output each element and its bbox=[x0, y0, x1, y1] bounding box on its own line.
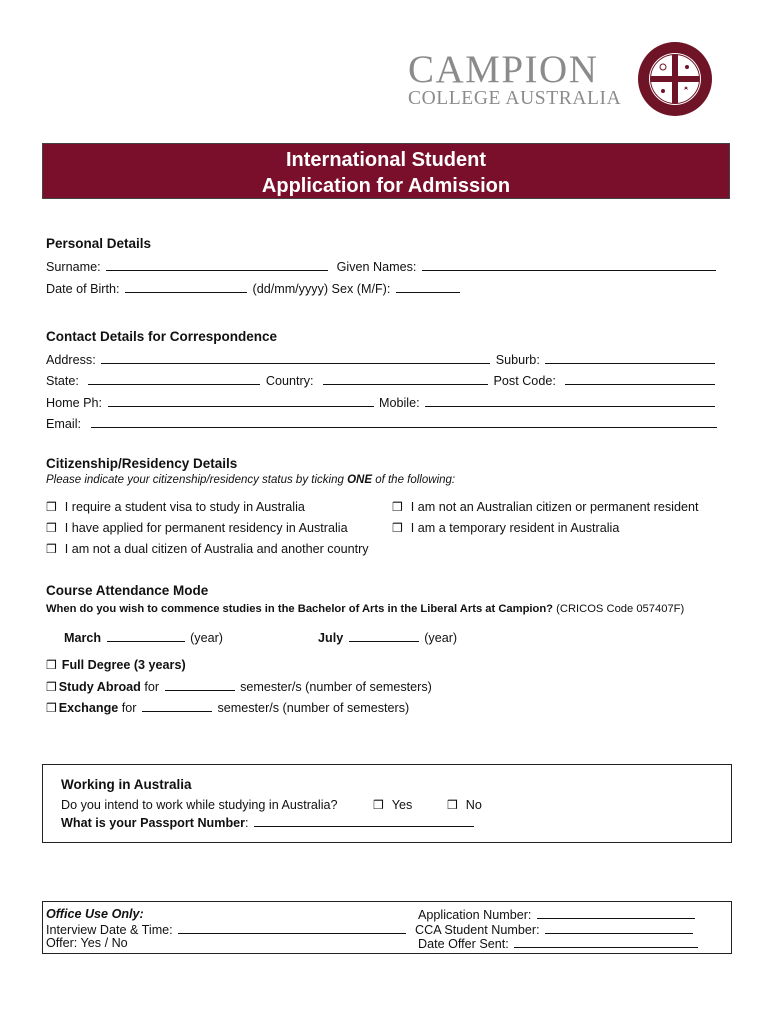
checkbox-icon[interactable]: ❒ bbox=[392, 500, 403, 514]
work-no-option[interactable] bbox=[447, 798, 482, 812]
full-degree-label: Full Degree (3 years) bbox=[61, 658, 186, 672]
checkbox-icon[interactable]: ❒ bbox=[46, 658, 57, 672]
instruction-emphasis: ONE bbox=[347, 474, 372, 486]
july-year-label: (year) bbox=[424, 631, 458, 645]
citizenship-option-3[interactable] bbox=[46, 521, 348, 535]
surname-label: Surname: bbox=[46, 260, 101, 274]
citizenship-heading: Citizenship/Residency Details bbox=[46, 456, 238, 471]
checkbox-icon[interactable]: ❒ bbox=[46, 500, 57, 514]
july-year-field[interactable] bbox=[349, 630, 419, 642]
date-offer-field[interactable] bbox=[514, 936, 698, 948]
surname-field[interactable] bbox=[106, 259, 328, 271]
yes-label: Yes bbox=[391, 798, 413, 812]
march-year-field[interactable] bbox=[107, 630, 185, 642]
suburb-field[interactable] bbox=[545, 352, 715, 364]
option-label: I am a temporary resident in Australia bbox=[410, 521, 620, 535]
checkbox-icon[interactable]: ❒ bbox=[46, 680, 57, 694]
suburb-label: Suburb: bbox=[495, 353, 540, 367]
college-logo bbox=[408, 50, 621, 109]
study-abroad-option[interactable] bbox=[46, 679, 432, 694]
cricos-code: (CRICOS Code 057407F) bbox=[556, 603, 685, 615]
title-banner bbox=[42, 143, 730, 199]
state-label: State: bbox=[46, 374, 79, 388]
checkbox-icon[interactable]: ❒ bbox=[373, 798, 384, 812]
interview-label: Interview Date & Time: bbox=[46, 923, 173, 937]
march-label: March bbox=[64, 631, 102, 645]
app-number-label: Application Number: bbox=[418, 908, 532, 922]
country-field[interactable] bbox=[323, 373, 488, 385]
instruction-text-1: Please indicate your citizenship/residency status by ticking bbox=[46, 474, 348, 486]
post-code-label: Post Code: bbox=[493, 374, 556, 388]
no-label: No bbox=[465, 798, 482, 812]
option-label: I have applied for permanent residency in Australia bbox=[64, 521, 348, 535]
course-question bbox=[46, 603, 684, 615]
for-label: for bbox=[144, 680, 160, 694]
march-row bbox=[64, 630, 223, 645]
given-names-field[interactable] bbox=[422, 259, 716, 271]
app-number-field[interactable] bbox=[537, 907, 695, 919]
post-code-field[interactable] bbox=[565, 373, 715, 385]
offer-label: Offer: Yes / No bbox=[46, 936, 128, 950]
email-field[interactable] bbox=[91, 416, 717, 428]
dob-row bbox=[46, 281, 462, 296]
work-question: Do you intend to work while studying in Australia? bbox=[61, 798, 338, 812]
option-label: I require a student visa to study in Australia bbox=[64, 500, 305, 514]
option-label: I am not a dual citizen of Australia and another country bbox=[64, 542, 369, 556]
country-label: Country: bbox=[265, 374, 314, 388]
exchange-semesters-field[interactable] bbox=[142, 700, 212, 712]
passport-colon: : bbox=[245, 816, 249, 830]
exchange-label: Exchange bbox=[58, 701, 119, 715]
instruction-text-2: of the following: bbox=[372, 474, 456, 486]
full-degree-option[interactable] bbox=[46, 658, 186, 672]
citizenship-option-5[interactable] bbox=[46, 542, 369, 556]
college-seal-icon bbox=[636, 40, 714, 118]
dob-format-label: (dd/mm/yyyy) Sex (M/F): bbox=[252, 282, 391, 296]
passport-row bbox=[61, 815, 476, 830]
passport-field[interactable] bbox=[254, 815, 474, 827]
phone-row bbox=[46, 395, 717, 410]
july-row bbox=[318, 630, 457, 645]
mobile-field[interactable] bbox=[425, 395, 715, 407]
july-label: July bbox=[318, 631, 344, 645]
semesters-label: semester/s (number of semesters) bbox=[240, 680, 432, 694]
office-heading: Office Use Only: bbox=[46, 907, 144, 921]
citizenship-option-1[interactable] bbox=[46, 500, 305, 514]
office-box bbox=[42, 901, 732, 954]
dob-field[interactable] bbox=[125, 281, 247, 293]
app-number-row bbox=[418, 907, 697, 922]
work-yes-option[interactable] bbox=[373, 798, 412, 812]
checkbox-icon[interactable]: ❒ bbox=[447, 798, 458, 812]
email-label: Email: bbox=[46, 417, 81, 431]
state-field[interactable] bbox=[88, 373, 260, 385]
work-heading: Working in Australia bbox=[61, 777, 192, 792]
interview-row bbox=[46, 922, 408, 937]
sex-field[interactable] bbox=[396, 281, 460, 293]
personal-heading: Personal Details bbox=[46, 236, 152, 251]
given-names-label: Given Names: bbox=[336, 260, 417, 274]
for-label: for bbox=[121, 701, 137, 715]
student-number-field[interactable] bbox=[545, 922, 693, 934]
address-row bbox=[46, 352, 717, 367]
exchange-option[interactable] bbox=[46, 700, 409, 715]
student-number-label: CCA Student Number: bbox=[415, 923, 540, 937]
surname-row bbox=[46, 259, 718, 274]
logo-name: CAMPION bbox=[408, 48, 599, 91]
contact-heading: Contact Details for Correspondence bbox=[46, 329, 278, 344]
logo-subname: COLLEGE AUSTRALIA bbox=[408, 88, 622, 109]
date-offer-row bbox=[418, 936, 700, 951]
citizenship-instruction bbox=[46, 474, 455, 486]
email-row bbox=[46, 416, 719, 431]
home-ph-label: Home Ph: bbox=[46, 396, 102, 410]
date-offer-label: Date Offer Sent: bbox=[418, 937, 509, 951]
title-line-1: International Student bbox=[286, 149, 486, 171]
mobile-label: Mobile: bbox=[379, 396, 420, 410]
checkbox-icon[interactable]: ❒ bbox=[46, 701, 57, 715]
march-year-label: (year) bbox=[190, 631, 223, 645]
dob-label: Date of Birth: bbox=[46, 282, 120, 296]
passport-label: What is your Passport Number bbox=[61, 816, 246, 830]
student-number-row bbox=[415, 922, 695, 937]
course-heading: Course Attendance Mode bbox=[46, 583, 209, 598]
citizenship-option-4[interactable] bbox=[392, 521, 619, 535]
home-ph-field[interactable] bbox=[108, 395, 374, 407]
address-field[interactable] bbox=[101, 352, 490, 364]
address-label: Address: bbox=[46, 353, 96, 367]
checkbox-icon[interactable]: ❒ bbox=[46, 542, 57, 556]
work-box bbox=[42, 764, 732, 843]
study-abroad-label: Study Abroad bbox=[58, 680, 141, 694]
checkbox-icon[interactable]: ❒ bbox=[46, 521, 57, 535]
checkbox-icon[interactable]: ❒ bbox=[392, 521, 403, 535]
interview-field[interactable] bbox=[178, 922, 406, 934]
study-abroad-semesters-field[interactable] bbox=[165, 679, 235, 691]
course-question-text: When do you wish to commence studies in the Bachelor of Arts in the Liberal Arts at Campion? bbox=[46, 603, 554, 615]
option-label: I am not an Australian citizen or permanent resident bbox=[410, 500, 699, 514]
citizenship-option-2[interactable] bbox=[392, 500, 698, 514]
state-row bbox=[46, 373, 717, 388]
title-line-2: Application for Admission bbox=[261, 175, 511, 197]
semesters-label: semester/s (number of semesters) bbox=[217, 701, 410, 715]
